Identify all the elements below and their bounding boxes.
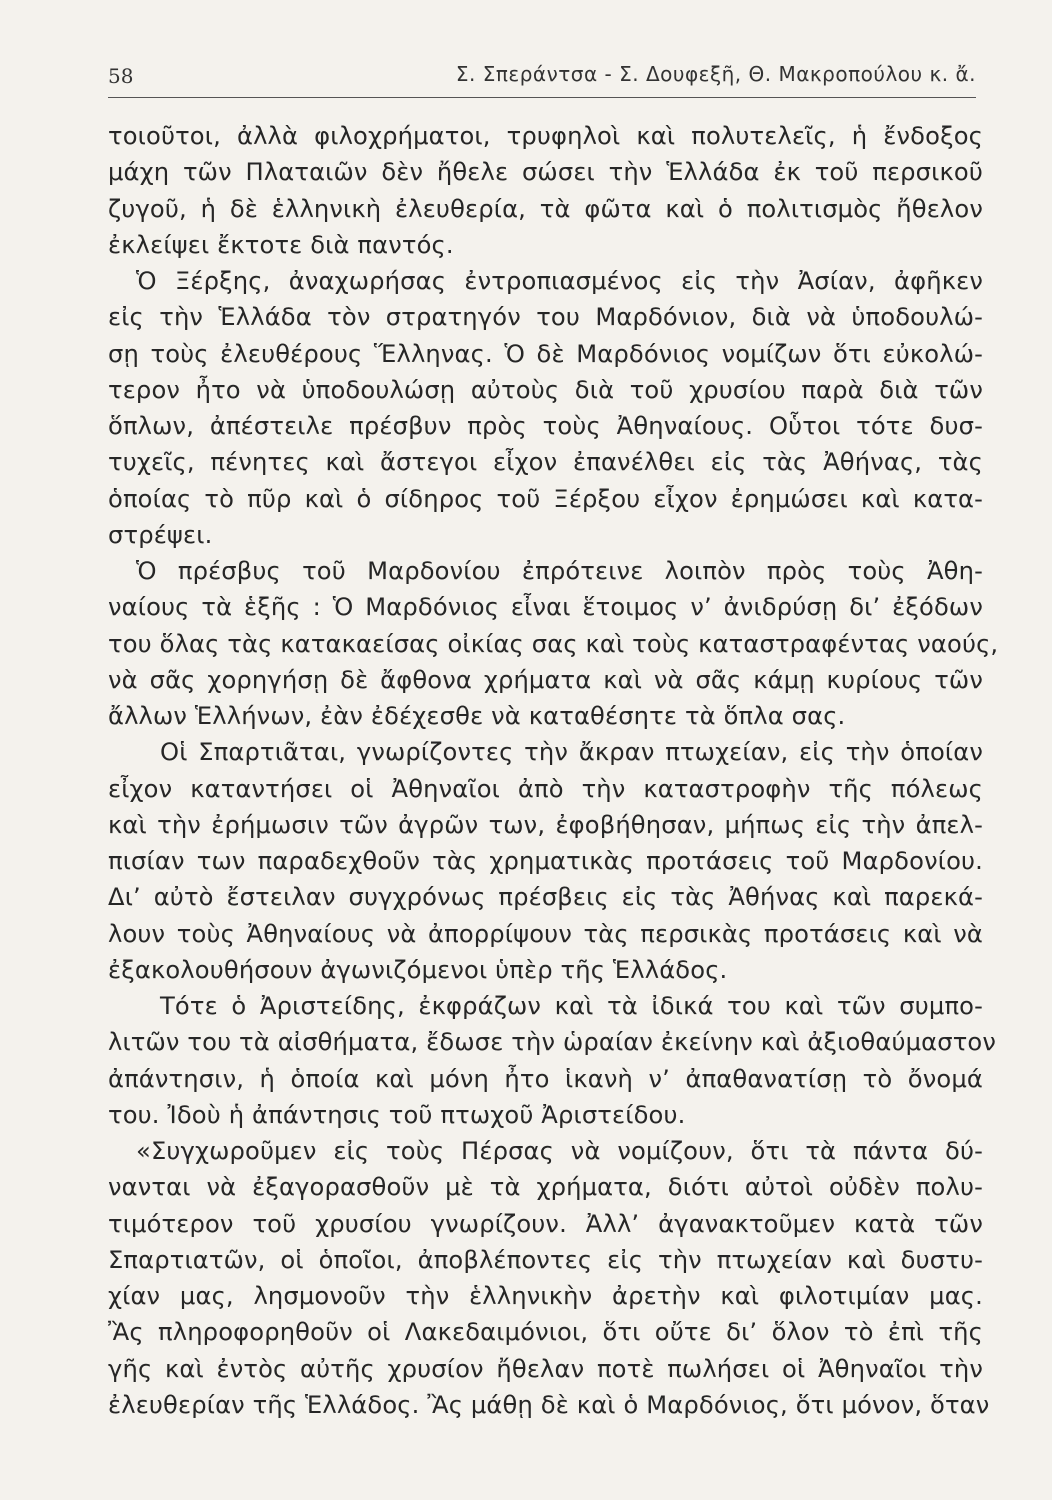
text-line: πισίαν των παραδεχθοῦν τὰς χρηματικὰς προτάσεις τοῦ Μαρδονίου.: [108, 847, 983, 875]
text-line: ζυγοῦ, ἡ δὲ ἑλληνικὴ ἐλευθερία, τὰ φῶτα καὶ ὁ πολιτισμὸς ἤθελον: [108, 194, 983, 223]
text-line: λιτῶν του τὰ αἰσθήματα, ἔδωσε τὴν ὡραίαν ἐκείνην καὶ ἀξιοθαύμαστον: [108, 1028, 997, 1057]
text-line: καὶ τὴν ἐρήμωσιν τῶν ἀγρῶν των, ἐφοβήθησαν, μήπως εἰς τὴν ἀπελ-: [108, 810, 983, 839]
text-line: ἐξακολουθήσουν ἀγωνιζόμενοι ὑπὲρ τῆς Ἑλλάδος.: [108, 955, 728, 984]
text-line: ἀπάντησιν, ἡ ὁποία καὶ μόνη ἦτο ἱκανὴ ν’ ἀπαθανατίσῃ τὸ ὄνομά: [108, 1064, 983, 1093]
text-line: ὅπλων, ἀπέστειλε πρέσβυν πρὸς τοὺς Ἀθηναίους. Οὗτοι τότε δυσ-: [108, 412, 983, 440]
text-line: εἰς τὴν Ἑλλάδα τὸν στρατηγόν του Μαρδόνιον, διὰ νὰ ὑποδουλώ-: [108, 303, 983, 332]
text-line: τερον ἦτο νὰ ὑποδουλώσῃ αὐτοὺς διὰ τοῦ χρυσίου παρὰ διὰ τῶν: [108, 375, 983, 404]
text-line: του. Ἰδοὺ ἡ ἀπάντησις τοῦ πτωχοῦ Ἀριστείδου.: [108, 1100, 686, 1129]
text-line: του ὅλας τὰς κατακαείσας οἰκίας σας καὶ τοὺς καταστραφέντας ναούς,: [108, 629, 999, 658]
text-line: τοιοῦτοι, ἀλλὰ φιλοχρήματοι, τρυφηλοὶ καὶ πολυτελεῖς, ἡ ἔνδοξος: [108, 122, 983, 150]
text-line: «Συγχωροῦμεν εἰς τοὺς Πέρσας νὰ νομίζουν, ὅτι τὰ πάντα δύ-: [136, 1137, 983, 1165]
text-line: μάχη τῶν Πλαταιῶν δὲν ἤθελε σώσει τὴν Ἑλλάδα ἐκ τοῦ περσικοῦ: [108, 158, 983, 187]
text-line: ἐκλείψει ἔκτοτε διὰ παντός.: [108, 230, 454, 259]
text-line: λουν τοὺς Ἀθηναίους νὰ ἀπορρίψουν τὰς περσικὰς προτάσεις καὶ νὰ: [108, 919, 983, 948]
text-line: Ἂς πληροφορηθοῦν οἱ Λακεδαιμόνιοι, ὅτι οὔτε δι’ ὅλον τὸ ἐπὶ τῆς: [108, 1318, 983, 1347]
text-line: εἶχον καταντήσει οἱ Ἀθηναῖοι ἀπὸ τὴν καταστροφὴν τῆς πόλεως: [108, 774, 983, 803]
text-line: Οἱ Σπαρτιᾶται, γνωρίζοντες τὴν ἄκραν πτωχείαν, εἰς τὴν ὁποίαν: [160, 738, 983, 767]
text-line: γῆς καὶ ἐντὸς αὐτῆς χρυσίον ἤθελαν ποτὲ πωλήσει οἱ Ἀθηναῖοι τὴν: [108, 1354, 983, 1383]
body-text: [108, 118, 999, 1423]
text-line: νανται νὰ ἐξαγορασθοῦν μὲ τὰ χρήματα, διότι αὐτοὶ οὐδὲν πολυ-: [108, 1173, 983, 1202]
text-line: στρέψει.: [108, 520, 213, 549]
text-line: σῃ τοὺς ἐλευθέρους Ἕλληνας. Ὁ δὲ Μαρδόνιος νομίζων ὅτι εὐκολώ-: [108, 339, 983, 368]
text-line: ὁποίας τὸ πῦρ καὶ ὁ σίδηρος τοῦ Ξέρξου εἶχον ἐρημώσει καὶ κατα-: [108, 484, 983, 513]
text-line: Δι’ αὐτὸ ἔστειλαν συγχρόνως πρέσβεις εἰς τὰς Ἀθήνας καὶ παρεκά-: [108, 883, 983, 912]
page-header: [108, 58, 976, 94]
text-line: τιμότερον τοῦ χρυσίου γνωρίζουν. Ἀλλ’ ἀγανακτοῦμεν κατὰ τῶν: [108, 1209, 983, 1238]
text-line: χίαν μας, λησμονοῦν τὴν ἑλληνικὴν ἀρετὴν καὶ φιλοτιμίαν μας.: [108, 1282, 983, 1310]
text-line: τυχεῖς, πένητες καὶ ἄστεγοι εἶχον ἐπανέλθει εἰς τὰς Ἀθήνας, τὰς: [108, 448, 983, 477]
text-line: Σπαρτιατῶν, οἱ ὁποῖοι, ἀποβλέποντες εἰς τὴν πτωχείαν καὶ δυστυ-: [108, 1245, 983, 1274]
text-line: Ὁ Ξέρξης, ἀναχωρήσας ἐντροπιασμένος εἰς τὴν Ἀσίαν, ἀφῆκεν: [136, 267, 983, 295]
text-line: Τότε ὁ Ἀριστείδης, ἐκφράζων καὶ τὰ ἰδικά του καὶ τῶν συμπο-: [160, 992, 983, 1020]
header-rule: [108, 97, 976, 98]
text-line: νὰ σᾶς χορηγήσῃ δὲ ἄφθονα χρήματα καὶ νὰ σᾶς κάμῃ κυρίους τῶν: [108, 665, 983, 694]
text-line: ἐλευθερίαν τῆς Ἑλλάδος. Ἂς μάθῃ δὲ καὶ ὁ Μαρδόνιος, ὅτι μόνον, ὅταν: [108, 1390, 990, 1419]
page-number: 58: [108, 64, 134, 88]
text-line: Ὁ πρέσβυς τοῦ Μαρδονίου ἐπρότεινε λοιπὸν πρὸς τοὺς Ἀθη-: [136, 557, 983, 585]
text-line: ἄλλων Ἑλλήνων, ἐὰν ἐδέχεσθε νὰ καταθέσητε τὰ ὅπλα σας.: [108, 702, 846, 730]
running-head: Σ. Σπεράντσα - Σ. Δουφεξῆ, Θ. Μακροπούλου κ. ἄ.: [455, 62, 976, 86]
text-line: ναίους τὰ ἑξῆς : Ὁ Μαρδόνιος εἶναι ἕτοιμος ν’ ἀνιδρύσῃ δι’ ἐξόδων: [108, 593, 983, 622]
